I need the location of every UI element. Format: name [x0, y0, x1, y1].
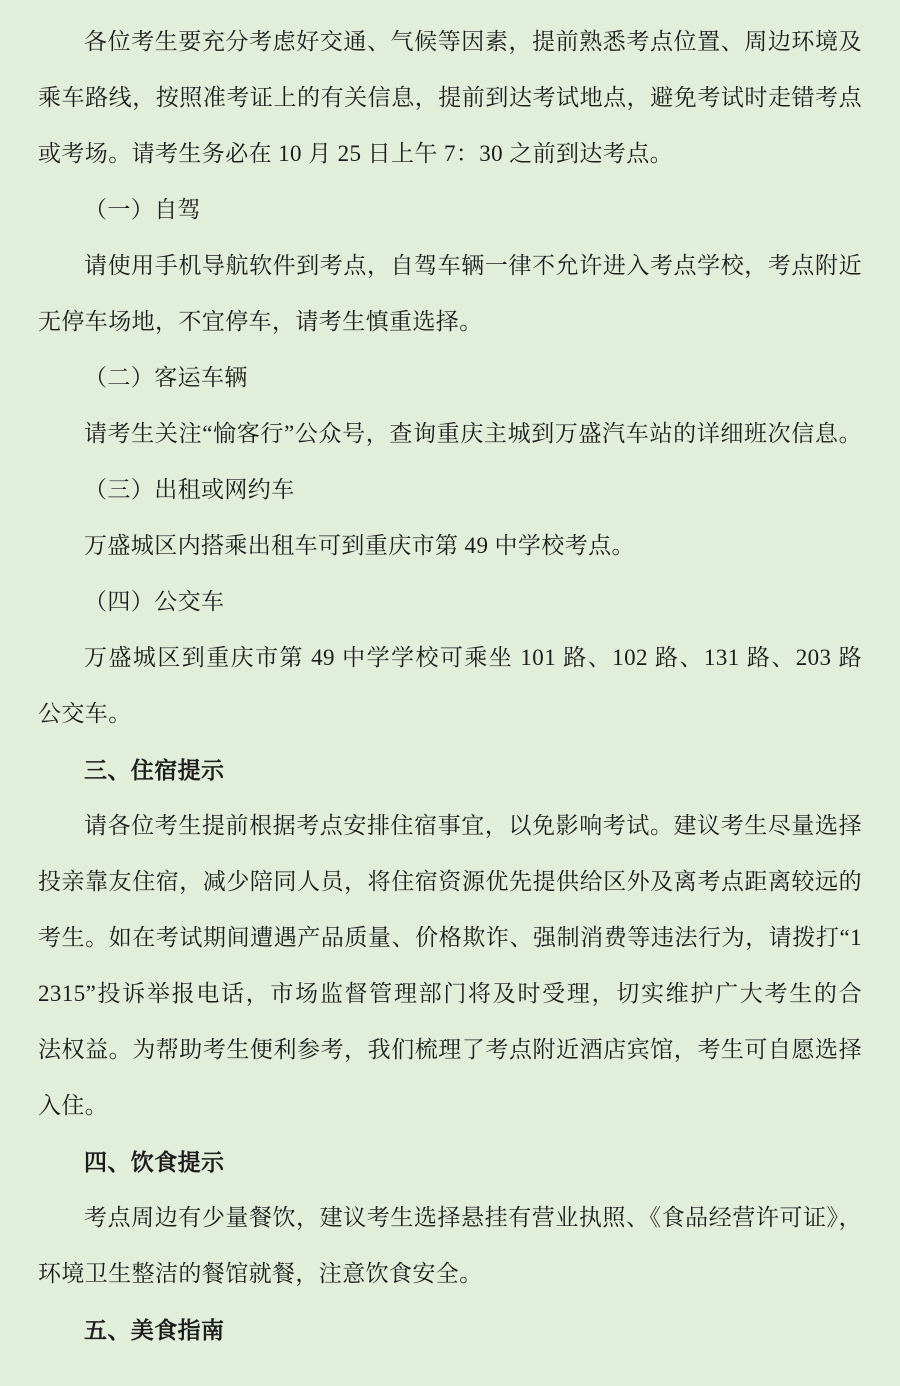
paragraph-line: 请各位考生提前根据考点安排住宿事宜，以免影响考试。建议考生尽量选择: [84, 813, 862, 838]
paragraph-line: 请使用手机导航软件到考点，自驾车辆一律不允许进入考点学校，考点附近: [84, 253, 862, 278]
subheading-taxi-ride-hailing: （三）出租或网约车: [84, 477, 295, 502]
paragraph-line: 2315”投诉举报电话，市场监督管理部门将及时受理，切实维护广大考生的合: [38, 981, 862, 1006]
subheading-passenger-transport: （二）客运车辆: [84, 365, 248, 390]
paragraph-line: 公交车。: [38, 701, 132, 726]
paragraph-line: 请考生关注“愉客行”公众号，查询重庆主城到万盛汽车站的详细班次信息。: [84, 421, 862, 446]
section-heading-accommodation: 三、住宿提示: [84, 757, 225, 783]
paragraph-line: 或考场。请考生务必在 10 月 25 日上午 7：30 之前到达考点。: [38, 141, 673, 166]
paragraph-line: 万盛城区内搭乘出租车可到重庆市第 49 中学校考点。: [84, 533, 635, 558]
paragraph-line: 法权益。为帮助考生便利参考，我们梳理了考点附近酒店宾馆，考生可自愿选择: [38, 1037, 862, 1062]
paragraph-line: 万盛城区到重庆市第 49 中学学校可乘坐 101 路、102 路、131 路、203 路: [84, 645, 862, 670]
paragraph-line: 投亲靠友住宿，减少陪同人员，将住宿资源优先提供给区外及离考点距离较远的: [38, 869, 862, 894]
subheading-self-driving: （一）自驾: [84, 197, 201, 222]
paragraph-line: 各位考生要充分考虑好交通、气候等因素，提前熟悉考点位置、周边环境及: [84, 29, 862, 54]
paragraph-line: 考生。如在考试期间遭遇产品质量、价格欺诈、强制消费等违法行为，请拨打“1: [38, 925, 862, 950]
section-heading-dining: 四、饮食提示: [84, 1149, 225, 1175]
paragraph-line: 环境卫生整洁的餐馆就餐，注意饮食安全。: [38, 1261, 483, 1286]
paragraph-line: 无停车场地，不宜停车，请考生慎重选择。: [38, 309, 483, 334]
section-heading-food-guide: 五、美食指南: [84, 1317, 225, 1343]
paragraph-line: 入住。: [38, 1093, 109, 1118]
paragraph-line: 乘车路线，按照准考证上的有关信息，提前到达考试地点，避免考试时走错考点: [38, 85, 862, 110]
paragraph-line: 考点周边有少量餐饮，建议考生选择悬挂有营业执照、《食品经营许可证》，: [84, 1205, 862, 1230]
subheading-bus: （四）公交车: [84, 589, 225, 614]
